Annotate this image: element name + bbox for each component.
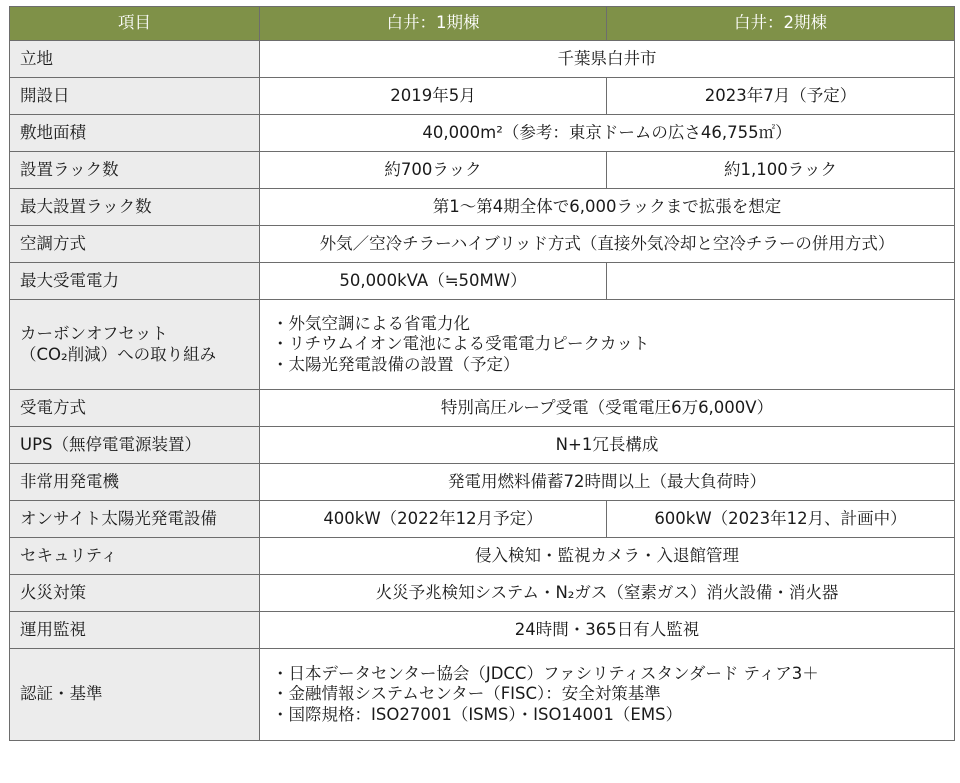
location-value: 千葉県白井市 <box>260 41 955 78</box>
table-row <box>10 189 955 226</box>
generator-value: 発電用燃料備蓄72時間以上（最大負荷時） <box>260 464 955 501</box>
row-label-security: セキュリティ <box>10 538 260 575</box>
row-label-opening: 開設日 <box>10 78 260 115</box>
opening-phase1: 2019年5月 <box>260 78 607 115</box>
table-row <box>10 612 955 649</box>
table-row <box>10 263 955 300</box>
row-label-max-power: 最大受電電力 <box>10 263 260 300</box>
row-label-power-method: 受電方式 <box>10 390 260 427</box>
row-label-ups: UPS（無停電電源装置） <box>10 427 260 464</box>
racks-phase1: 約700ラック <box>260 152 607 189</box>
list-item: ・国際規格：ISO27001（ISMS）・ISO14001（EMS） <box>272 704 683 724</box>
solar-phase2: 600kW（2023年12月、計画中） <box>607 501 955 538</box>
carbon-label-line1: カーボンオフセット <box>20 323 168 343</box>
row-label-location: 立地 <box>10 41 260 78</box>
list-item: ・太陽光発電設備の設置（予定） <box>272 354 520 374</box>
max-power-phase2 <box>607 263 955 300</box>
monitoring-value: 24時間・365日有人監視 <box>260 612 955 649</box>
row-label-cooling: 空調方式 <box>10 226 260 263</box>
row-label-solar: オンサイト太陽光発電設備 <box>10 501 260 538</box>
carbon-items <box>260 300 955 390</box>
table-row <box>10 78 955 115</box>
table-row <box>10 649 955 741</box>
table-row <box>10 575 955 612</box>
opening-phase2: 2023年7月（予定） <box>607 78 955 115</box>
site-area-value: 40,000m²（参考：東京ドームの広さ46,755㎡） <box>260 115 955 152</box>
table-row <box>10 464 955 501</box>
racks-phase2: 約1,100ラック <box>607 152 955 189</box>
cooling-value: 外気／空冷チラーハイブリッド方式（直接外気冷却と空冷チラーの併用方式） <box>260 226 955 263</box>
header-phase1: 白井：1期棟 <box>260 7 607 41</box>
list-item: ・日本データセンター協会（JDCC）ファシリティスタンダード ティア3＋ <box>272 663 819 683</box>
list-item: ・リチウムイオン電池による受電電力ピークカット <box>272 334 650 354</box>
table-row <box>10 300 955 390</box>
table-row <box>10 427 955 464</box>
solar-phase1: 400kW（2022年12月予定） <box>260 501 607 538</box>
table-row <box>10 115 955 152</box>
certification-items <box>260 649 955 741</box>
max-racks-value: 第1〜第4期全体で6,000ラックまで拡張を想定 <box>260 189 955 226</box>
table-row <box>10 152 955 189</box>
table-row <box>10 538 955 575</box>
table-row <box>10 226 955 263</box>
header-phase2: 白井：2期棟 <box>607 7 955 41</box>
carbon-label-line2: （CO₂削減）への取り組み <box>20 344 217 364</box>
row-label-fire: 火災対策 <box>10 575 260 612</box>
table-row <box>10 501 955 538</box>
table-row <box>10 41 955 78</box>
list-item: ・金融情報システムセンター（FISC）：安全対策基準 <box>272 684 661 704</box>
security-value: 侵入検知・監視カメラ・入退館管理 <box>260 538 955 575</box>
table-row <box>10 390 955 427</box>
row-label-site-area: 敷地面積 <box>10 115 260 152</box>
row-label-monitoring: 運用監視 <box>10 612 260 649</box>
ups-value: N+1冗長構成 <box>260 427 955 464</box>
power-method-value: 特別高圧ループ受電（受電電圧6万6,000V） <box>260 390 955 427</box>
max-power-phase1: 50,000kVA（≒50MW） <box>260 263 607 300</box>
row-label-carbon <box>10 300 260 390</box>
spec-table <box>9 6 955 741</box>
list-item: ・外気空調による省電力化 <box>272 313 470 333</box>
row-label-generator: 非常用発電機 <box>10 464 260 501</box>
row-label-certification: 認証・基準 <box>10 649 260 741</box>
row-label-racks: 設置ラック数 <box>10 152 260 189</box>
header-row <box>10 7 955 41</box>
row-label-max-racks: 最大設置ラック数 <box>10 189 260 226</box>
header-item: 項目 <box>10 7 260 41</box>
fire-value: 火災予兆検知システム・N₂ガス（窒素ガス）消火設備・消火器 <box>260 575 955 612</box>
